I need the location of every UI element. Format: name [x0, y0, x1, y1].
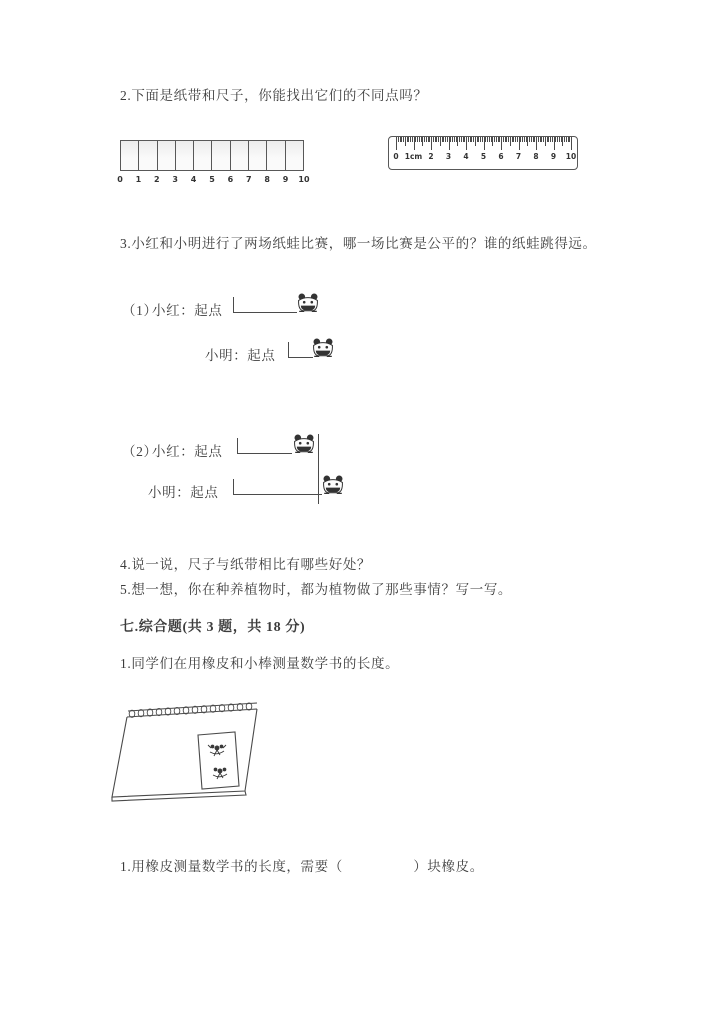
ruler-figure	[388, 136, 578, 170]
race2-ming-frog-icon	[321, 475, 345, 494]
race2-number: （2）	[122, 444, 158, 459]
question-5: 5.想一想，你在种养植物时，都为植物做了那些事情？写一写。	[120, 582, 513, 597]
race1-hong-start-line	[233, 297, 234, 313]
tape-number: 5	[209, 175, 215, 184]
ruler-number: 6	[498, 152, 504, 161]
tape-number: 10	[298, 175, 310, 184]
ruler-number: 8	[533, 152, 539, 161]
race1-hong-frog-icon	[296, 293, 320, 312]
tape-cell	[231, 141, 249, 170]
tape-cell	[176, 141, 194, 170]
race2-ming-track	[233, 494, 322, 495]
race1-ming-label: 小明：起点	[205, 348, 276, 363]
race2-hong-start-line	[237, 438, 238, 454]
ruler-number: 3	[445, 152, 452, 161]
race2-hong-label: 小红：起点	[152, 444, 223, 459]
race2-hong-track	[237, 453, 292, 454]
question-4: 4.说一说，尺子与纸带相比有哪些好处？	[120, 557, 372, 572]
race1-ming-frog-icon	[311, 338, 335, 357]
math-book-illustration	[106, 701, 266, 819]
paper-tape-figure	[117, 140, 310, 188]
tape-cell	[286, 141, 303, 170]
race1-hong-track	[233, 312, 297, 313]
tape-number: 4	[190, 175, 197, 184]
tape-cell	[139, 141, 157, 170]
flower-doodles	[208, 745, 227, 779]
section7-q1-intro: 1.同学们在用橡皮和小棒测量数学书的长度。	[120, 656, 400, 671]
tape-number: 7	[246, 175, 252, 184]
race2-ming-label: 小明：起点	[148, 485, 219, 500]
race1-number: （1）	[122, 303, 158, 318]
ruler-number: 0	[393, 152, 399, 161]
tape-number: 8	[264, 175, 270, 184]
tape-number: 3	[172, 175, 178, 184]
tape-number: 1	[135, 175, 142, 184]
race1-hong-label: 小红：起点	[152, 303, 223, 318]
tape-cell	[267, 141, 285, 170]
tape-cell	[212, 141, 230, 170]
ruler-number: 4	[463, 152, 469, 161]
tape-number: 6	[227, 175, 234, 184]
ruler-number: 10	[565, 152, 577, 161]
ruler-number: 1cm	[404, 152, 423, 161]
tape-cell	[121, 141, 139, 170]
paper-tape	[120, 140, 304, 171]
ruler-tick	[571, 137, 572, 150]
race2-hong-frog-icon	[292, 434, 316, 453]
section-7-title: 七.综合题(共 3 题，共 18 分)	[120, 620, 306, 635]
question-3: 3.小红和小明进行了两场纸蛙比赛，哪一场比赛是公平的？谁的纸蛙跳得远。	[120, 236, 597, 251]
ruler-number: 7	[515, 152, 522, 161]
tape-number: 0	[117, 175, 123, 184]
question-2: 2.下面是纸带和尺子，你能找出它们的不同点吗？	[120, 88, 428, 103]
spiral-binding	[129, 703, 252, 718]
tape-number: 2	[154, 175, 160, 184]
ruler-number: 9	[550, 152, 557, 161]
race1-ming-track	[288, 357, 313, 358]
race1-ming-start-line	[288, 342, 289, 358]
race2-ming-start-line	[233, 479, 234, 495]
tape-number: 9	[282, 175, 289, 184]
ruler-number: 5	[480, 152, 487, 161]
tape-cell	[194, 141, 212, 170]
ruler-number: 2	[428, 152, 434, 161]
tape-cell	[158, 141, 176, 170]
fill-blank-question: 1.用橡皮测量数学书的长度，需要（ ）块橡皮。	[120, 859, 484, 874]
tape-cell	[249, 141, 267, 170]
